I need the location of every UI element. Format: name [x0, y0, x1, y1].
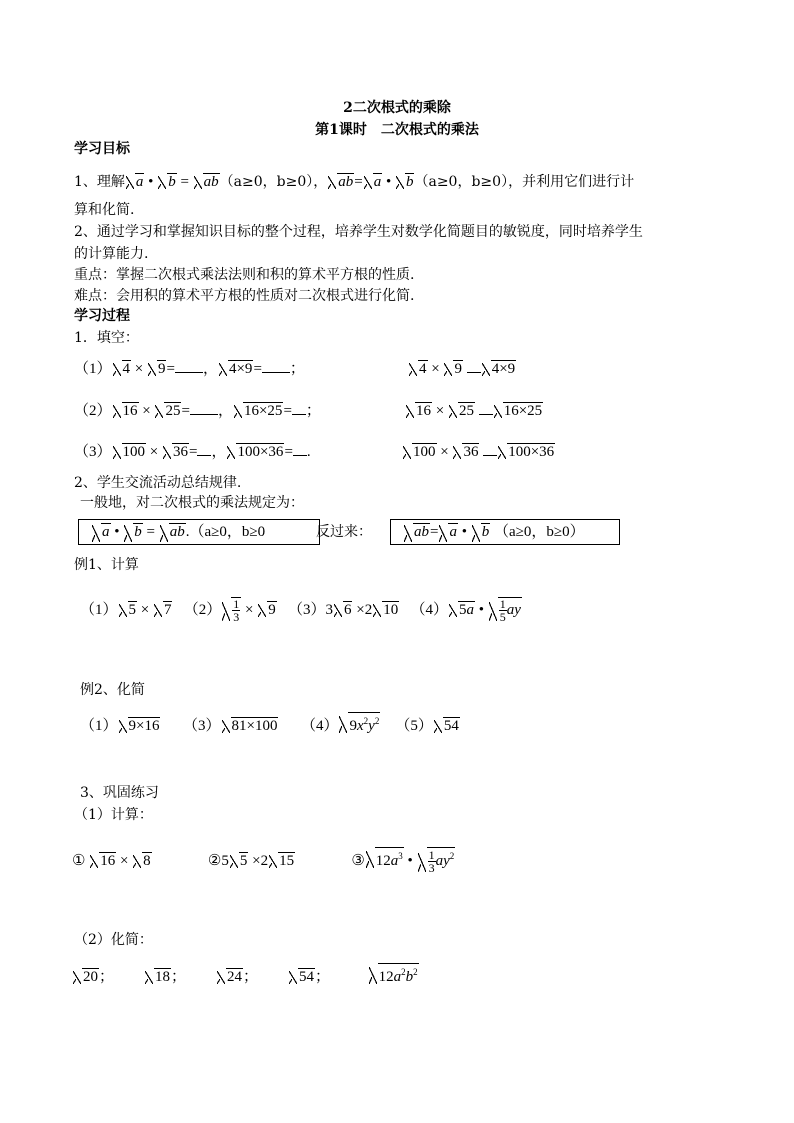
rule-heading: 2、学生交流活动总结规律.	[74, 475, 242, 491]
fill-compare-1: 4 × 9 4×9	[408, 360, 516, 378]
practice-calc-heading: （1）计算：	[74, 807, 153, 823]
practice-simplify-heading: （2）化简：	[74, 932, 153, 948]
practice-heading: 3、巩固练习	[80, 785, 159, 801]
objective-1: 1、理解 a • b = ab（a≥0，b≥0）， ab= a • b（a≥0，b≥0），并利用它们进行计	[74, 174, 635, 190]
objective-1-prefix: 1、理解	[74, 174, 125, 190]
rule-intro: 一般地，对二次根式的乘法规定为：	[80, 495, 304, 511]
fill-item-1: （1） 4 × 9= ， 4×9= ；	[74, 361, 305, 377]
fill-compare-3: 100 × 36 100×36	[402, 443, 555, 461]
fill-item-2: （2） 16 × 25= ， 16×25= ；	[74, 403, 321, 419]
rule-reverse-label: 反过来：	[316, 524, 372, 540]
rule-box-2-condition: （a≥0，b≥0）	[493, 524, 585, 540]
fill-item-3: （3） 100 × 36= ， 100×36= .	[74, 444, 311, 460]
objective-2: 2、通过学习和掌握知识目标的整个过程，培养学生对数学化简题目的敏锐度，同时培养学生	[74, 224, 643, 240]
objective-1-cont: 算和化简.	[74, 202, 135, 218]
page-title: 2二次根式的乘除	[343, 100, 451, 116]
objective-1-condition-2: （a≥0，b≥0），并利用它们进行计	[414, 174, 635, 190]
rule-box-2: ab= a • b （a≥0，b≥0）	[390, 519, 620, 545]
example-1-items: （1） 5 × 7 （2） $\frac{1}{3}$ × 9 （3）3 6 ×2 10 （4） 5a • $\frac{1}{5}$ ay	[80, 597, 521, 624]
example-1-heading: 例1、计算	[74, 557, 139, 573]
example-2-heading: 例2、化简	[80, 682, 145, 698]
practice-calc-items: ① 16 × 8 ②5 5 ×2 15 ③ $12a^3$ • $\frac{1}{3}$ $ay^2$	[72, 848, 455, 876]
objective-1-condition: （a≥0，b≥0），	[219, 174, 328, 190]
practice-simplify-items: 20； 18； 24； 54； $12a^2b^2$	[72, 963, 419, 986]
rule-box-1-condition: .（a≥0，b≥0	[185, 524, 266, 540]
example-2-items: （1） 9×16 （3） 81×100 （4） $9x^2y^2$ （5） 54	[80, 712, 460, 735]
process-heading: 学习过程	[74, 308, 130, 324]
difficulty: 难点：会用积的算术平方根的性质对二次根式进行化简.	[74, 288, 415, 304]
key-point: 重点：掌握二次根式乘法法则和积的算术平方根的性质.	[74, 267, 415, 283]
fill-heading: 1．填空：	[74, 330, 139, 346]
objective-2-cont: 的计算能力.	[74, 246, 149, 262]
fill-compare-2: 16 × 25 16×25	[405, 402, 543, 420]
page-subtitle: 第1课时 二次根式的乘法	[315, 122, 479, 138]
rule-box-1: a • b = ab.（a≥0，b≥0	[78, 519, 320, 545]
objectives-heading: 学习目标	[74, 141, 130, 157]
